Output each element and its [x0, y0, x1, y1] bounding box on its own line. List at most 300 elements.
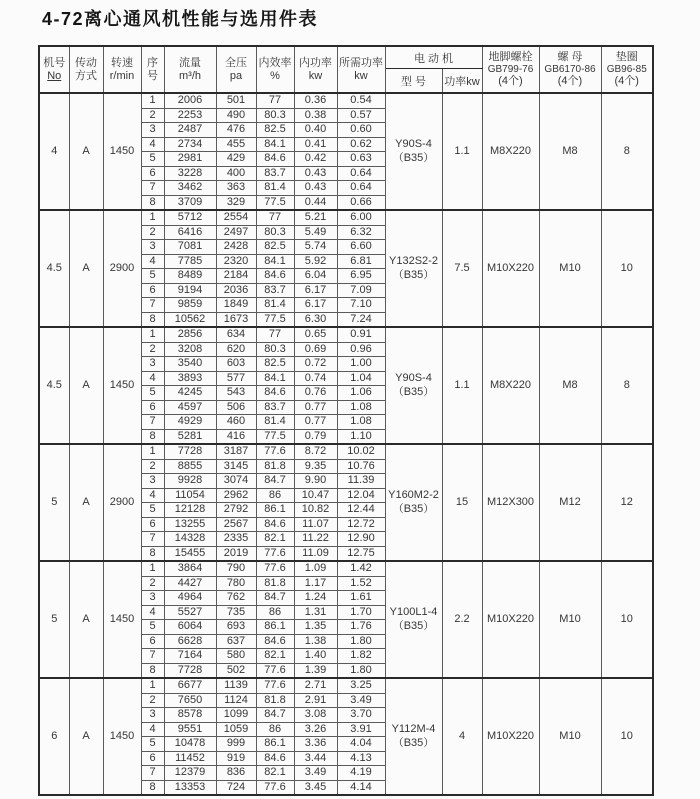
internal-power-cell: 0.76 [294, 386, 337, 401]
internal-power-cell: 3.36 [294, 737, 337, 752]
flow-cell: 6677 [164, 678, 216, 693]
required-power-cell: 1.80 [337, 634, 385, 649]
internal-power-cell: 6.17 [294, 283, 337, 298]
efficiency-cell: 77.6 [256, 546, 294, 561]
seq-cell: 6 [141, 517, 164, 532]
col-header-flow [164, 46, 216, 93]
nut-cell: M10 [539, 210, 601, 327]
internal-power-cell: 2.71 [294, 678, 337, 693]
required-power-cell: 0.64 [337, 166, 385, 181]
seq-cell: 2 [141, 693, 164, 708]
internal-power-cell: 0.41 [294, 137, 337, 152]
internal-power-cell: 0.43 [294, 181, 337, 196]
pressure-cell: 724 [216, 780, 256, 795]
efficiency-cell: 81.8 [256, 459, 294, 474]
motor-model-cell [385, 327, 442, 444]
efficiency-cell: 84.1 [256, 137, 294, 152]
flow-cell: 8489 [164, 269, 216, 284]
flow-cell: 14328 [164, 532, 216, 547]
flow-cell: 11452 [164, 751, 216, 766]
efficiency-label: 内效率 [258, 56, 292, 69]
efficiency-cell: 81.8 [256, 693, 294, 708]
internal-power-cell: 1.31 [294, 605, 337, 620]
required-power-cell: 12.44 [337, 503, 385, 518]
internal-power-cell: 1.24 [294, 591, 337, 606]
bolt-cell: M10X220 [482, 678, 539, 795]
flow-cell: 4929 [164, 415, 216, 430]
required-power-cell: 6.95 [337, 269, 385, 284]
efficiency-cell: 77 [256, 210, 294, 225]
motor-model-name: Y100L1-4 [389, 605, 438, 618]
speed-cell: 1450 [103, 678, 141, 795]
efficiency-cell: 77.6 [256, 444, 294, 459]
internal-power-cell: 11.22 [294, 532, 337, 547]
seq-cell: 6 [141, 283, 164, 298]
seq-cell: 6 [141, 400, 164, 415]
bolt-cell: M12X300 [482, 444, 539, 561]
pressure-cell: 506 [216, 400, 256, 415]
internal-power-cell: 11.07 [294, 517, 337, 532]
efficiency-cell: 77.6 [256, 780, 294, 795]
required-power-cell: 1.08 [337, 400, 385, 415]
flow-cell: 7081 [164, 240, 216, 255]
drive-cell: A [69, 210, 103, 327]
seq-cell: 2 [141, 342, 164, 357]
drive-cell: A [69, 444, 103, 561]
perf-row [39, 561, 653, 576]
motor-mount-type: （B35） [392, 736, 435, 749]
required-power-cell: 1.10 [337, 429, 385, 444]
internal-power-cell: 0.38 [294, 108, 337, 123]
required-power-cell: 1.42 [337, 561, 385, 576]
seq-cell: 5 [141, 620, 164, 635]
required-power-cell: 7.09 [337, 283, 385, 298]
motor-power-cell: 2.2 [442, 561, 482, 678]
required-power-cell: 1.06 [337, 386, 385, 401]
internal-power-cell: 1.09 [294, 561, 337, 576]
internal-power-cell: 5.74 [294, 240, 337, 255]
machine-no-cell: 5 [39, 444, 69, 561]
pressure-cell: 780 [216, 576, 256, 591]
speed-cell: 2900 [103, 210, 141, 327]
nut-cell: M8 [539, 327, 601, 444]
bolt-cell: M8X220 [482, 327, 539, 444]
required-power-cell: 12.75 [337, 546, 385, 561]
pressure-cell: 634 [216, 327, 256, 342]
internal-power-cell: 1.38 [294, 634, 337, 649]
col-header-nut [539, 46, 601, 93]
washer-cell: 8 [601, 93, 653, 210]
motor-power-cell: 7.5 [442, 210, 482, 327]
internal-power-cell: 10.82 [294, 503, 337, 518]
flow-cell: 7728 [164, 663, 216, 678]
pressure-cell: 2428 [216, 240, 256, 255]
efficiency-cell: 86.1 [256, 503, 294, 518]
efficiency-cell: 86 [256, 722, 294, 737]
seq-cell: 3 [141, 591, 164, 606]
flow-cell: 2856 [164, 327, 216, 342]
required-power-cell: 1.04 [337, 371, 385, 386]
efficiency-cell: 77.5 [256, 429, 294, 444]
required-power-cell: 1.00 [337, 357, 385, 372]
efficiency-cell: 80.3 [256, 342, 294, 357]
pressure-cell: 490 [216, 108, 256, 123]
seq-cell: 1 [141, 210, 164, 225]
flow-cell: 2734 [164, 137, 216, 152]
pressure-cell: 1139 [216, 678, 256, 693]
efficiency-cell: 81.4 [256, 415, 294, 430]
internal-power-cell: 0.43 [294, 166, 337, 181]
efficiency-cell: 86 [256, 488, 294, 503]
required-power-cell: 10.76 [337, 459, 385, 474]
machine-no-unit: No [47, 69, 62, 82]
pressure-cell: 620 [216, 342, 256, 357]
col-header-motor-power: 功率kw [442, 69, 482, 94]
flow-cell: 6416 [164, 225, 216, 240]
efficiency-cell: 77.6 [256, 663, 294, 678]
table-header [39, 46, 653, 93]
efficiency-cell: 84.1 [256, 254, 294, 269]
seq-cell: 7 [141, 298, 164, 313]
flow-cell: 3208 [164, 342, 216, 357]
perf-row [39, 210, 653, 225]
pressure-cell: 3187 [216, 444, 256, 459]
efficiency-unit: % [270, 69, 280, 82]
flow-cell: 8855 [164, 459, 216, 474]
pressure-cell: 502 [216, 663, 256, 678]
flow-cell: 9551 [164, 722, 216, 737]
pressure-cell: 2497 [216, 225, 256, 240]
nut-cell: M10 [539, 561, 601, 678]
efficiency-cell: 84.7 [256, 708, 294, 723]
seq-cell: 7 [141, 532, 164, 547]
required-power-cell: 1.82 [337, 649, 385, 664]
seq-cell: 4 [141, 605, 164, 620]
internal-power-cell: 3.45 [294, 780, 337, 795]
pressure-cell: 2554 [216, 210, 256, 225]
flow-cell: 11054 [164, 488, 216, 503]
motor-mount-type: （B35） [392, 385, 435, 398]
seq-cell: 2 [141, 108, 164, 123]
pressure-cell: 501 [216, 93, 256, 108]
required-power-cell: 4.19 [337, 766, 385, 781]
internal-power-cell: 8.72 [294, 444, 337, 459]
machine-no-label: 机号 [43, 56, 66, 69]
internal-power-cell: 0.44 [294, 195, 337, 210]
flow-cell: 5527 [164, 605, 216, 620]
motor-model-name: Y160M2-2 [388, 488, 439, 501]
flow-cell: 15455 [164, 546, 216, 561]
seq-cell: 5 [141, 386, 164, 401]
internal-power-cell: 0.77 [294, 415, 337, 430]
motor-model-cell [385, 93, 442, 210]
bolt-standard: GB799-76 [487, 63, 534, 75]
required-power-cell: 12.04 [337, 488, 385, 503]
seq-cell: 3 [141, 123, 164, 138]
washer-standard: GB96-85 [606, 63, 647, 75]
flow-cell: 7785 [164, 254, 216, 269]
pressure-cell: 2184 [216, 269, 256, 284]
required-power-cell: 4.04 [337, 737, 385, 752]
pressure-cell: 455 [216, 137, 256, 152]
efficiency-cell: 82.5 [256, 123, 294, 138]
seq-cell: 8 [141, 195, 164, 210]
flow-label: 流量 [179, 56, 201, 69]
pressure-cell: 429 [216, 152, 256, 167]
flow-cell: 9194 [164, 283, 216, 298]
flow-unit: m³/h [179, 69, 201, 82]
speed-cell: 1450 [103, 327, 141, 444]
flow-cell: 2253 [164, 108, 216, 123]
seq-cell: 7 [141, 181, 164, 196]
speed-label: 转速 [111, 56, 133, 69]
pressure-cell: 2036 [216, 283, 256, 298]
seq-cell: 3 [141, 240, 164, 255]
flow-cell: 3893 [164, 371, 216, 386]
seq-cell: 8 [141, 780, 164, 795]
internal-power-cell: 1.35 [294, 620, 337, 635]
flow-cell: 6064 [164, 620, 216, 635]
motor-mount-type: （B35） [392, 619, 435, 632]
efficiency-cell: 83.7 [256, 283, 294, 298]
pressure-cell: 2792 [216, 503, 256, 518]
internal-power-cell: 6.30 [294, 312, 337, 327]
required-power-cell: 1.61 [337, 591, 385, 606]
efficiency-cell: 86 [256, 605, 294, 620]
efficiency-cell: 84.6 [256, 517, 294, 532]
internal-power-cell: 0.65 [294, 327, 337, 342]
seq-cell: 6 [141, 166, 164, 181]
col-header-bolt [482, 46, 539, 93]
internal-power-cell: 3.08 [294, 708, 337, 723]
required-power-cell: 6.32 [337, 225, 385, 240]
pressure-cell: 577 [216, 371, 256, 386]
required-power-cell: 1.76 [337, 620, 385, 635]
efficiency-cell: 82.5 [256, 357, 294, 372]
motor-model-name: Y90S-4 [395, 371, 432, 384]
pressure-cell: 460 [216, 415, 256, 430]
required-power-cell: 6.60 [337, 240, 385, 255]
seq-cell: 2 [141, 225, 164, 240]
flow-cell: 10562 [164, 312, 216, 327]
speed-unit: r/min [109, 69, 135, 82]
pressure-cell: 2019 [216, 546, 256, 561]
efficiency-cell: 77.6 [256, 561, 294, 576]
motor-model-cell [385, 444, 442, 561]
required-power-cell: 0.63 [337, 152, 385, 167]
col-header-required-power [337, 46, 385, 93]
efficiency-cell: 82.1 [256, 649, 294, 664]
motor-power-cell: 4 [442, 678, 482, 795]
seq-cell: 3 [141, 708, 164, 723]
required-power-cell: 11.39 [337, 474, 385, 489]
required-power-cell: 0.91 [337, 327, 385, 342]
efficiency-cell: 81.4 [256, 298, 294, 313]
bolt-count: (4个) [498, 75, 523, 88]
machine-no-cell: 4.5 [39, 327, 69, 444]
required-power-cell: 0.66 [337, 195, 385, 210]
seq-cell: 5 [141, 269, 164, 284]
internal-power-cell: 0.69 [294, 342, 337, 357]
required-power-cell: 0.96 [337, 342, 385, 357]
seq-cell: 4 [141, 371, 164, 386]
pressure-cell: 836 [216, 766, 256, 781]
pressure-cell: 476 [216, 123, 256, 138]
efficiency-cell: 77.6 [256, 678, 294, 693]
seq-cell: 8 [141, 663, 164, 678]
pressure-cell: 999 [216, 737, 256, 752]
required-power-label: 所需功率 [339, 56, 383, 69]
required-power-cell: 3.91 [337, 722, 385, 737]
drive-cell: A [69, 561, 103, 678]
col-header-motor-model: 型 号 [385, 69, 442, 94]
internal-power-cell: 5.92 [294, 254, 337, 269]
seq-cell: 1 [141, 327, 164, 342]
pressure-unit: pa [229, 69, 243, 82]
perf-row [39, 444, 653, 459]
nut-cell: M8 [539, 93, 601, 210]
nut-cell: M12 [539, 444, 601, 561]
required-power-cell: 1.08 [337, 415, 385, 430]
seq-cell: 5 [141, 152, 164, 167]
internal-power-cell: 9.35 [294, 459, 337, 474]
internal-power-cell: 3.49 [294, 766, 337, 781]
pressure-cell: 363 [216, 181, 256, 196]
machine-no-cell: 6 [39, 678, 69, 795]
flow-cell: 5712 [164, 210, 216, 225]
nut-cell: M10 [539, 678, 601, 795]
pressure-cell: 3074 [216, 474, 256, 489]
efficiency-cell: 84.7 [256, 474, 294, 489]
col-header-speed [103, 46, 141, 93]
seq-cell: 4 [141, 488, 164, 503]
efficiency-cell: 83.7 [256, 400, 294, 415]
required-power-cell: 0.60 [337, 123, 385, 138]
fan-performance-table [38, 45, 654, 796]
page-title: 4-72离心通风机性能与选用件表 [42, 9, 319, 29]
internal-power-cell: 0.72 [294, 357, 337, 372]
seq-cell: 4 [141, 137, 164, 152]
motor-model-cell [385, 561, 442, 678]
internal-power-cell: 0.40 [294, 123, 337, 138]
motor-model-name: Y112M-4 [391, 722, 436, 735]
seq-cell: 5 [141, 737, 164, 752]
motor-model-cell [385, 210, 442, 327]
internal-power-cell: 6.04 [294, 269, 337, 284]
flow-cell: 12379 [164, 766, 216, 781]
flow-cell: 4964 [164, 591, 216, 606]
required-power-cell: 12.72 [337, 517, 385, 532]
required-power-cell: 3.25 [337, 678, 385, 693]
internal-power-label: 内功率 [299, 56, 332, 69]
flow-cell: 2487 [164, 123, 216, 138]
motor-power-cell: 1.1 [442, 327, 482, 444]
washer-cell: 12 [601, 444, 653, 561]
required-power-cell: 12.90 [337, 532, 385, 547]
nut-count: (4个) [557, 75, 583, 88]
required-power-cell: 0.54 [337, 93, 385, 108]
washer-cell: 10 [601, 678, 653, 795]
flow-cell: 2981 [164, 152, 216, 167]
efficiency-cell: 84.6 [256, 634, 294, 649]
pressure-cell: 2320 [216, 254, 256, 269]
motor-model-cell [385, 678, 442, 795]
internal-power-cell: 2.91 [294, 693, 337, 708]
washer-cell: 8 [601, 327, 653, 444]
pressure-cell: 919 [216, 751, 256, 766]
seq-cell: 1 [141, 444, 164, 459]
flow-cell: 12128 [164, 503, 216, 518]
efficiency-cell: 84.7 [256, 591, 294, 606]
seq-cell: 4 [141, 254, 164, 269]
seq-cell: 3 [141, 474, 164, 489]
required-power-cell: 1.70 [337, 605, 385, 620]
motor-model-name: Y132S2-2 [389, 254, 438, 267]
efficiency-cell: 81.8 [256, 576, 294, 591]
internal-power-cell: 0.74 [294, 371, 337, 386]
washer-label: 垫圈 [615, 50, 638, 63]
drive-cell: A [69, 327, 103, 444]
flow-cell: 7728 [164, 444, 216, 459]
motor-mount-type: （B35） [392, 502, 435, 515]
flow-cell: 2006 [164, 93, 216, 108]
flow-cell: 7164 [164, 649, 216, 664]
required-power-cell: 6.81 [337, 254, 385, 269]
bolt-cell: M10X220 [482, 210, 539, 327]
flow-cell: 3462 [164, 181, 216, 196]
pressure-cell: 1099 [216, 708, 256, 723]
col-header-seq [141, 46, 164, 93]
flow-cell: 3228 [164, 166, 216, 181]
efficiency-cell: 77.5 [256, 312, 294, 327]
internal-power-cell: 10.47 [294, 488, 337, 503]
internal-power-cell: 0.77 [294, 400, 337, 415]
required-power-cell: 3.70 [337, 708, 385, 723]
drive-cell: A [69, 93, 103, 210]
internal-power-unit: kw [308, 69, 323, 82]
flow-cell: 4245 [164, 386, 216, 401]
washer-count: (4个) [614, 75, 639, 88]
washer-cell: 10 [601, 210, 653, 327]
flow-cell: 3864 [164, 561, 216, 576]
machine-no-cell: 5 [39, 561, 69, 678]
seq-label2: 号 [147, 69, 158, 82]
drive-label: 传动 [75, 56, 97, 69]
motor-mount-type: （B35） [392, 268, 435, 281]
pressure-cell: 580 [216, 649, 256, 664]
nut-standard: GB6170-86 [544, 63, 596, 75]
pressure-cell: 790 [216, 561, 256, 576]
internal-power-cell: 1.17 [294, 576, 337, 591]
flow-cell: 8578 [164, 708, 216, 723]
efficiency-cell: 86.1 [256, 737, 294, 752]
seq-cell: 7 [141, 415, 164, 430]
speed-cell: 2900 [103, 444, 141, 561]
internal-power-cell: 1.39 [294, 663, 337, 678]
efficiency-cell: 84.6 [256, 269, 294, 284]
pressure-cell: 2962 [216, 488, 256, 503]
perf-row [39, 678, 653, 693]
flow-cell: 13255 [164, 517, 216, 532]
internal-power-cell: 3.44 [294, 751, 337, 766]
drive-cell: A [69, 678, 103, 795]
perf-row [39, 327, 653, 342]
internal-power-cell: 3.26 [294, 722, 337, 737]
drive-label2: 方式 [75, 69, 97, 82]
col-header-machine-no [39, 46, 69, 93]
pressure-cell: 1849 [216, 298, 256, 313]
col-header-efficiency [256, 46, 294, 93]
